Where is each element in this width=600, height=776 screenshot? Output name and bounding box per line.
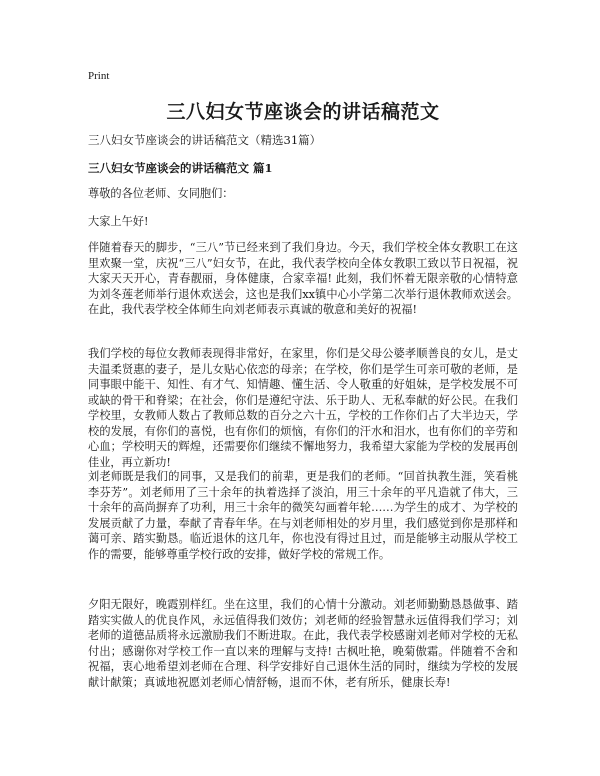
body-paragraph: 夕阳无限好，晚霞别样红。坐在这里，我们的心情十分激动。刘老师勤勤恳恳做事、踏踏实实做人的优良作风，永远值得我们效仿；刘老师的经验智慧永远值得我们学习；刘老师的道德品质将永远激励我们不断进取。在此，我代表学校感谢刘老师对学校的无私付出；感谢你对学校工作一直以来的理解与支持! 古枫吐艳，晚菊傲霜。伴随着不舍和祝福，衷心地希望刘老师在合理、科学安排好自己退休生活的同时，继续为学校的发展献计献策；真诚地祝愿刘老师心情舒畅，退而不休，老有所乐，健康长寿!: [88, 598, 518, 689]
document-subtitle: 三八妇女节座谈会的讲话稿范文（精选31篇）: [88, 133, 322, 147]
body-paragraph: 我们学校的每位女教师表现得非常好，在家里，你们是父母公婆孝顺善良的女儿，是丈夫温柔贤惠的妻子，是儿女贴心依恋的母亲；在学校，你们是学生可亲可敬的老师，是同事眼中能干、知性、有才气、知情趣、懂生活、令人敬重的好姐妹，是学校发展不可或缺的骨干和脊梁；在社会，你们是遵纪守法、乐于助人、无私奉献的好公民。在我们学校里，女教师人数占了教师总数的百分之六十五，学校的工作你们占了大半边天，学校的发展，有你们的喜悦，也有你们的烦恼，有你们的汗水和泪水，也有你们的辛劳和心血；学校明天的辉煌，还需要你们继续不懈地努力，我希望大家能为学校的发展再创佳业，再立新功!: [88, 347, 518, 469]
body-paragraph: 刘老师既是我们的同事，又是我们的前辈，更是我们的老师。“回首执教生涯，笑看桃李芬芳”。刘老师用了三十余年的执着选择了淡泊，用三十余年的平凡造就了伟大，三十余年的高尚摒弃了功利，用三十余年的微笑勾画着年轮……为学生的成才、为学校的发展贡献了力量，奉献了青春年华。在与刘老师相处的岁月里，我们感觉到你是那样和蔼可亲、踏实勤恳。临近退休的这几年，你也没有得过且过，而是能够主动服从学校工作的需要，能够尊重学校行政的安排，做好学校的常规工作。: [88, 470, 518, 561]
section-heading: 三八妇女节座谈会的讲话稿范文 篇1: [88, 161, 273, 175]
print-label: Print: [88, 70, 110, 82]
body-paragraph: 伴随着春天的脚步，“三八”节已经来到了我们身边。今天，我们学校全体女教职工在这里欢聚一堂，庆祝“三八”妇女节，在此，我代表学校向全体女教职工致以节日祝福，祝大家天天开心，青春靓丽，身体健康，合家幸福! 此刻，我们怀着无限亲敬的心情特意为刘冬莲老师举行退休欢送会，这也是我们xx镇中心小学第二次举行退休教师欢送会。在此，我代表学校全体师生向刘老师表示真诚的敬意和美好的祝福!: [88, 241, 518, 316]
greeting-line: 尊敬的各位老师、女同胞们：: [88, 187, 234, 200]
hello-line: 大家上午好!: [88, 215, 149, 228]
page-title: 三八妇女节座谈会的讲话稿范文: [166, 101, 440, 123]
